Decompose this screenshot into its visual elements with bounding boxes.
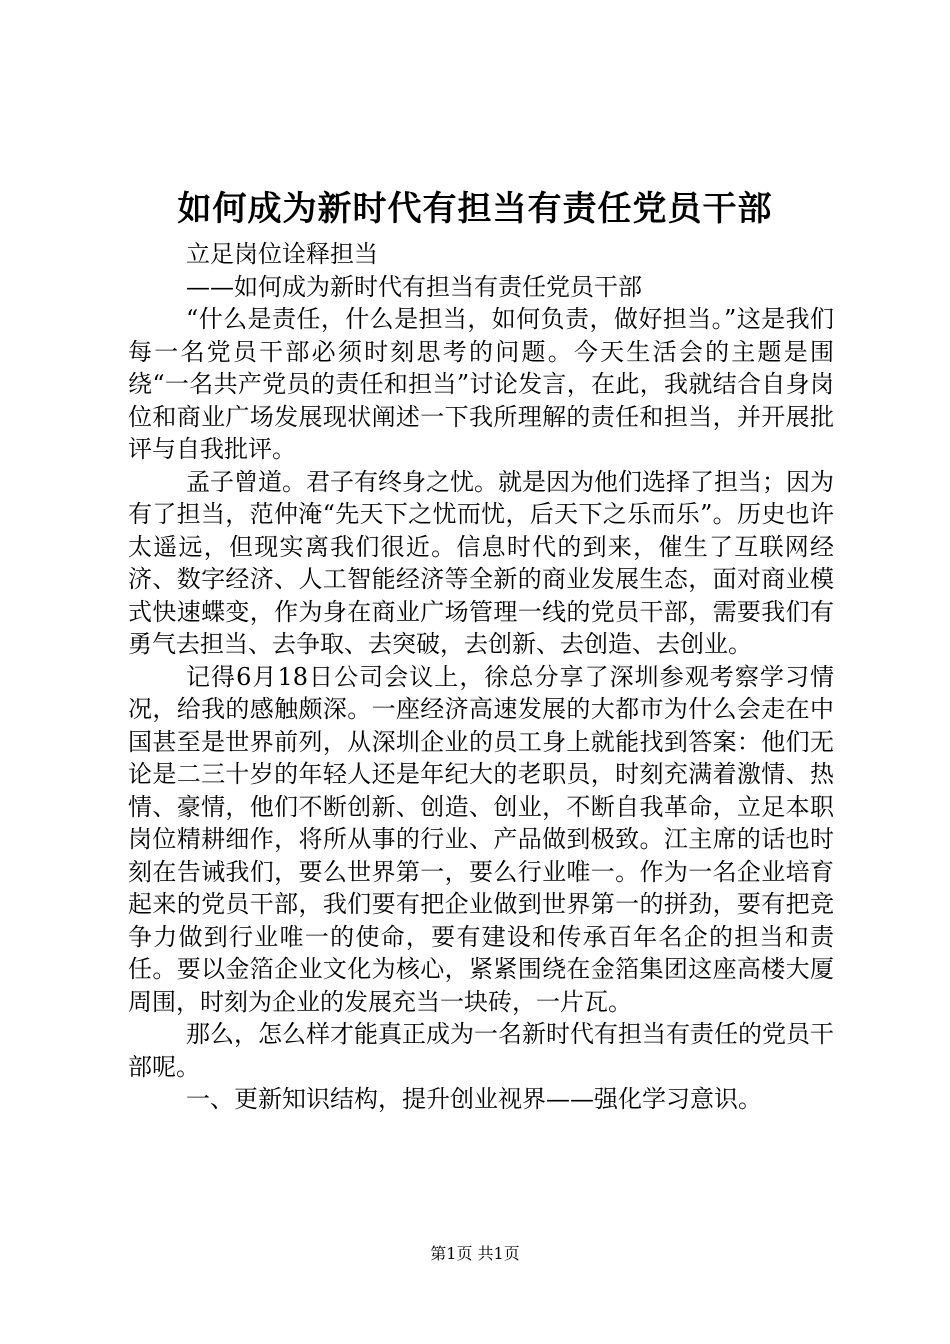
subtitle-line: 立足岗位诠释担当 <box>186 240 378 268</box>
page-number: 第1页 共1页 <box>430 1244 520 1263</box>
document-title: 如何成为新时代有担当有责任党员干部 <box>177 189 773 229</box>
body-paragraph: “什么是责任，什么是担当，如何负责，做好担当。”这是我们每一名党员干部必须时刻思考的问题。今天生活会的主题是围绕“一名共产党员的责任和担当”讨论发言，在此，我就结合自身岗位和商业广场发展现状阐述一下我所理解的责任和担当，并开展批评与自我批评。 <box>128 305 834 463</box>
document-body <box>128 238 834 1116</box>
body-paragraph: 那么，怎么样才能真正成为一名新时代有担当有责任的党员干部呢。 <box>128 1020 834 1081</box>
body-paragraph: 孟子曾道。君子有终身之忧。就是因为他们选择了担当；因为有了担当，范仲淹“先天下之忧而忧，后天下之乐而乐”。历史也许太遥远，但现实离我们很近。信息时代的到来，催生了互联网经济、数字经济、人工智能经济等全新的商业发展生态，面对商业模式快速蝶变，作为身在商业广场管理一线的党员干部，需要我们有勇气去担当、去争取、去突破，去创新、去创造、去创业。 <box>128 467 834 658</box>
body-paragraph: 记得6月18日公司会议上，徐总分享了深圳参观考察学习情况，给我的感触颇深。一座经济高速发展的大都市为什么会走在中国甚至是世界前列，从深圳企业的员工身上就能找到答案：他们无论是二三十岁的年轻人还是年纪大的老职员，时刻充满着激情、热情、豪情，他们不断创新、创造、创业，不断自我革命，立足本职岗位精耕细作，将所从事的行业、产品做到极致。江主席的话也时刻在告诫我们，要么世界第一，要么行业唯一。作为一名企业培育起来的党员干部，我们要有把企业做到世界第一的拼劲，要有把竞争力做到行业唯一的使命，要有建设和传承百年名企的担当和责任。要以金箔企业文化为核心，紧紧围绕在金箔集团这座高楼大厦周围，时刻为企业的发展充当一块砖，一片瓦。 <box>128 662 834 1016</box>
subtitle-line: ——如何成为新时代有担当有责任党员干部 <box>186 272 642 301</box>
section-heading: 一、更新知识结构，提升创业视界——强化学习意识。 <box>186 1085 762 1113</box>
